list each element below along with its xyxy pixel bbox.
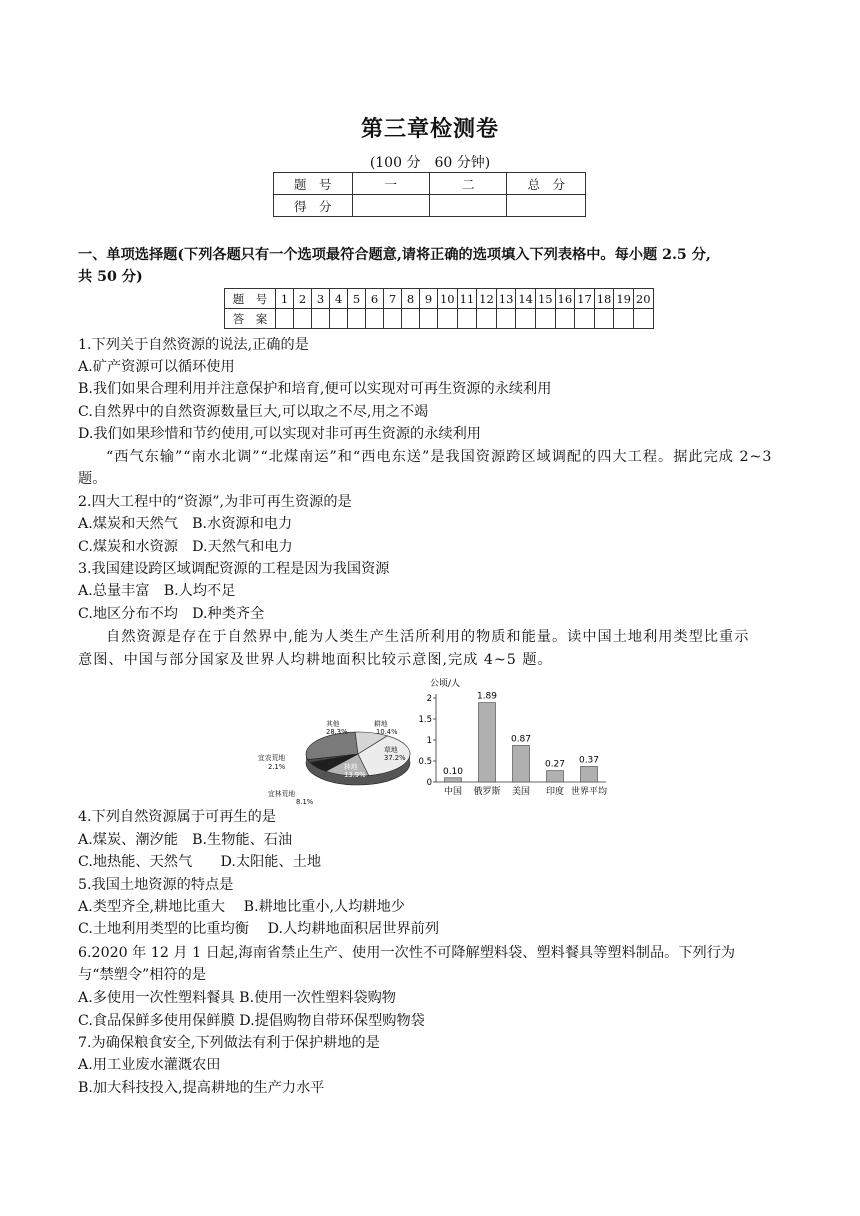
bar-category-label: 世界平均 [570,787,608,797]
pie-label: 林地 [344,763,358,771]
answer-input-cell[interactable] [575,309,595,329]
answer-number-cell: 9 [420,289,438,309]
score-table-row-header [274,173,586,195]
score-input-cell[interactable] [429,195,506,217]
bar-category-label: 俄罗斯 [473,787,501,797]
answer-input-cell[interactable] [594,309,614,329]
section-heading-line: 共 50 分) [78,269,143,285]
answer-number-cell: 19 [614,289,634,309]
score-table-row-score [274,195,586,217]
pie-value-label: 10.4% [376,728,398,736]
score-header-cell: 一 [352,173,429,195]
section-heading [78,244,788,288]
question-7-option-a: A.用工业废水灌溉农田 [78,1057,221,1073]
question-6-options: A.多使用一次性塑料餐具 B.使用一次性塑料袋购物 [78,990,396,1006]
bar-value-label: 0.87 [510,734,532,745]
question-1-option-c: C.自然界中的自然资源数量巨大,可以取之不尽,用之不竭 [78,404,429,420]
land-use-pie-chart [258,712,428,804]
question-5-stem: 5.我国土地资源的特点是 [78,877,234,893]
question-4-stem: 4.下列自然资源属于可再生的是 [78,809,276,825]
question-7-stem: 7.为确保粮食安全,下列做法有利于保护耕地的是 [78,1035,380,1051]
bar-y-axis-label: 公顷/人 [430,679,461,689]
answer-input-cell[interactable] [496,309,516,329]
answer-number-cell: 13 [496,289,516,309]
question-7-option-b: B.加大科技投入,提高耕地的生产力水平 [78,1080,325,1096]
score-header-cell: 题 号 [274,173,353,195]
material-2-3-line: 题。 [78,471,107,487]
question-6-stem: 6.2020 年 12 月 1 日起,海南省禁止生产、使用一次性不可降解塑料袋、塑料餐具等塑料制品。下列行为 [78,945,736,961]
pie-label: 宜林荒地 [268,790,296,798]
bar-value-label: 0.27 [544,759,566,770]
pie-label: 其他 [326,720,340,728]
answer-input-cell[interactable] [614,309,634,329]
material-4-5-line: 意图、中国与部分国家及世界人均耕地面积比较示意图,完成 4~5 题。 [78,652,553,668]
question-4-options: A.煤炭、潮汐能 B.生物能、石油 [78,832,293,848]
answer-number-cell: 17 [575,289,595,309]
bar [513,745,530,782]
bar [547,771,564,782]
score-header-cell: 二 [429,173,506,195]
answer-table [224,288,654,329]
answer-number-cell: 4 [330,289,348,309]
bar-y-tick-label: 1 [426,736,432,746]
answer-number-cell: 18 [594,289,614,309]
bar-y-tick-label: 2 [426,694,432,704]
question-1-option-d: D.我们如果珍惜和节约使用,可以实现对非可再生资源的永续利用 [78,426,481,442]
question-3-options: A.总量丰富 B.人均不足 [78,583,236,599]
bar-category-label: 美国 [511,787,531,797]
question-4-options: C.地热能、天然气 D.太阳能、土地 [78,854,322,870]
pie-label: 宜农荒地 [258,754,286,762]
answer-number-cell: 8 [402,289,420,309]
question-2-options: A.煤炭和天然气 B.水资源和电力 [78,516,293,532]
answer-number-cell: 2 [294,289,312,309]
answer-number-cell: 16 [555,289,575,309]
answer-input-cell[interactable] [276,309,294,329]
answer-input-cell[interactable] [535,309,555,329]
score-input-cell[interactable] [507,195,586,217]
question-1-option-b: B.我们如果合理利用并注意保护和培育,便可以实现对可再生资源的永续利用 [78,381,552,397]
answer-input-cell[interactable] [294,309,312,329]
answer-number-cell: 1 [276,289,294,309]
bar [581,766,598,782]
bar [445,778,462,782]
answer-number-cell: 6 [366,289,384,309]
question-1-option-a: A.矿产资源可以循环使用 [78,359,235,375]
answer-table-number-row [225,289,654,309]
score-table [273,172,586,217]
answer-input-cell[interactable] [633,309,653,329]
bar [479,703,496,782]
page-title: 第三章检测卷 [360,116,499,142]
pie-value-label: 28.3% [326,728,348,736]
answer-input-cell[interactable] [330,309,348,329]
bar-y-tick-label: 0 [426,778,432,788]
answer-number-cell: 11 [457,289,477,309]
question-2-stem: 2.四大工程中的“资源”,为非可再生资源的是 [78,494,352,510]
question-6-options: C.食品保鲜多使用保鲜膜 D.提倡购物自带环保型购物袋 [78,1013,425,1029]
score-header-cell: 总 分 [507,173,586,195]
answer-input-cell[interactable] [420,309,438,329]
pie-value-label: 2.1% [268,763,286,771]
pie-label: 草地 [384,746,398,754]
answer-number-cell: 3 [312,289,330,309]
question-1-stem: 1.下列关于自然资源的说法,正确的是 [78,337,309,353]
answer-number-cell: 7 [384,289,402,309]
answer-number-cell: 15 [535,289,555,309]
pie-value-label: 37.2% [384,754,406,762]
answer-input-cell[interactable] [402,309,420,329]
answer-number-cell: 10 [438,289,458,309]
answer-input-cell[interactable] [312,309,330,329]
answer-input-cell[interactable] [555,309,575,329]
question-2-options: C.煤炭和水资源 D.天然气和电力 [78,539,293,555]
answer-number-cell: 14 [516,289,536,309]
answer-input-cell[interactable] [477,309,497,329]
answer-input-cell[interactable] [438,309,458,329]
question-5-options: C.土地利用类型的比重均衡 D.人均耕地面积居世界前列 [78,921,440,937]
answer-number-cell: 5 [348,289,366,309]
answer-input-cell[interactable] [384,309,402,329]
bar-value-label: 0.37 [578,755,600,766]
bar-category-label: 印度 [545,787,565,797]
question-3-stem: 3.我国建设跨区域调配资源的工程是因为我国资源 [78,561,390,577]
exam-info: (100 分 60 分钟) [369,155,491,171]
question-3-options: C.地区分布不均 D.种类齐全 [78,606,265,622]
bar-value-label: 0.10 [442,766,464,777]
section-heading-line: 一、单项选择题(下列各题只有一个选项最符合题意,请将正确的选项填入下列表格中。每小题 2.5 分, [78,247,711,263]
pie-label: 耕地 [374,720,388,728]
pie-value-label: 13.9% [344,771,366,779]
answer-input-cell[interactable] [516,309,536,329]
bar-value-label: 1.89 [476,691,498,702]
answer-input-cell[interactable] [366,309,384,329]
answer-input-cell[interactable] [348,309,366,329]
bar-y-tick-label: 0.5 [418,757,432,767]
score-input-cell[interactable] [352,195,429,217]
material-4-5-line: 自然资源是存在于自然界中,能为人类生产生活所利用的物质和能量。读中国土地利用类型比重示 [106,629,750,645]
answer-number-cell: 12 [477,289,497,309]
material-2-3-line: “西气东输”“南水北调”“北煤南运”和“西电东送”是我国资源跨区域调配的四大工程。据此完成 2~3 [106,449,773,465]
answer-input-cell[interactable] [457,309,477,329]
answer-row-label: 答 案 [225,309,276,329]
answer-row-label: 题 号 [225,289,276,309]
question-6-stem: 与“禁塑令”相符的是 [78,967,207,983]
answer-number-cell: 20 [633,289,653,309]
farmland-per-capita-bar-chart [420,676,612,800]
question-5-options: A.类型齐全,耕地比重大 B.耕地比重小,人均耕地少 [78,899,405,915]
pie-value-label: 8.1% [296,798,314,806]
answer-table-answer-row [225,309,654,329]
bar-y-tick-label: 1.5 [418,715,432,725]
bar-category-label: 中国 [443,787,463,797]
score-label-cell: 得 分 [274,195,353,217]
